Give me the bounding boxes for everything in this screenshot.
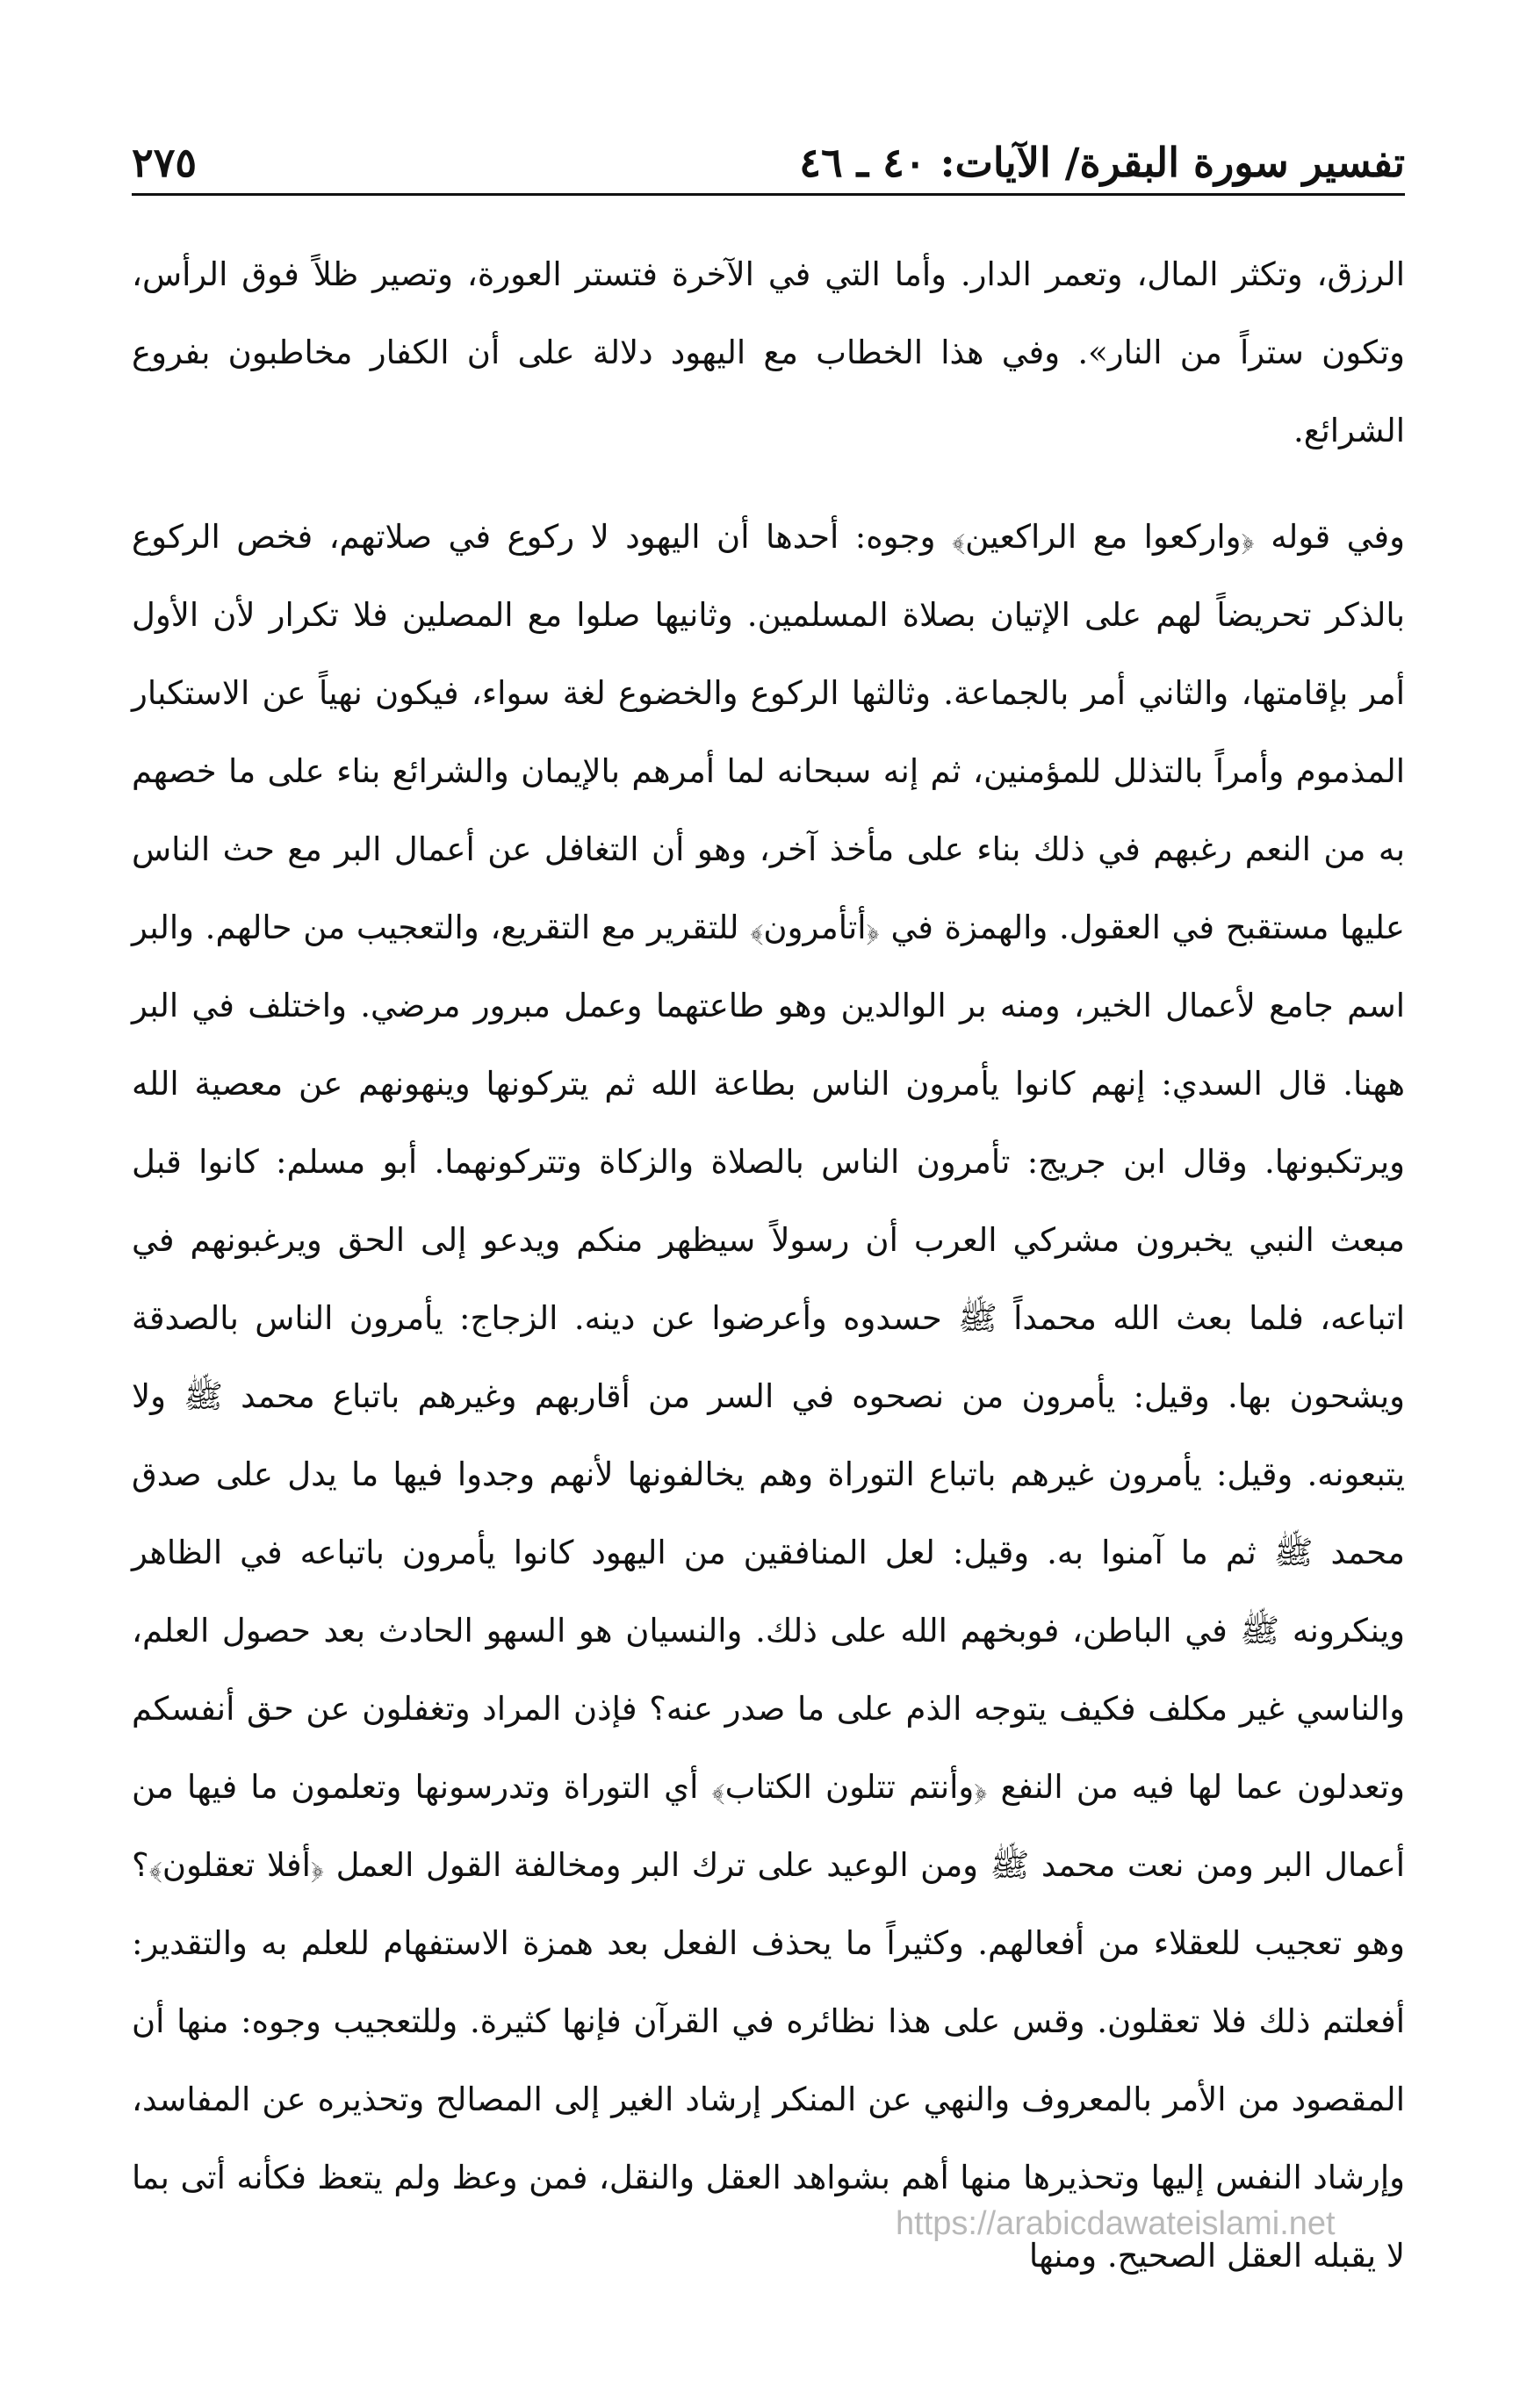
paragraph: وفي قوله ﴿واركعوا مع الراكعين﴾ وجوه: أحدها أن اليهود لا ركوع في صلاتهم، فخص الركوع بالذكر تحريضاً لهم على الإتيان بصلاة المسلمين. وثانيها صلوا مع المصلين فلا تكرار لأن الأول أمر بإقامتها، والثاني أمر بالجماعة. وثالثها الركوع والخضوع لغة سواء، فيكون نهياً عن الاستكبار المذموم وأمراً بالتذلل للمؤمنين، ثم إنه سبحانه لما أمرهم بالإيمان والشرائع بناء على ما خصهم به من النعم رغبهم في ذلك بناء على مأخذ آخر، وهو أن التغافل عن أعمال البر مع حث الناس عليها مستقبح في العقول. والهمزة في ﴿أتأمرون﴾ للتقرير مع التقريع، والتعجيب من حالهم. والبر اسم جامع لأعمال الخير، ومنه بر الوالدين وهو طاعتهما وعمل مبرور مرضي. واختلف في البر ههنا. قال السدي: إنهم كانوا يأمرون الناس بطاعة الله ثم يتركونها وينهونهم عن معصية الله ويرتكبونها. وقال ابن جريج: تأمرون الناس بالصلاة والزكاة وتتركونهما. أبو مسلم: كانوا قبل مبعث النبي يخبرون مشركي العرب أن رسولاً سيظهر منكم ويدعو إلى الحق ويرغبونهم في اتباعه، فلما بعث الله محمداً ﷺ حسدوه وأعرضوا عن دينه. الزجاج: يأمرون الناس بالصدقة ويشحون بها. وقيل: يأمرون من نصحوه في السر من أقاربهم وغيرهم باتباع محمد ﷺ ولا يتبعونه. وقيل: يأمرون غيرهم باتباع التوراة وهم يخالفونها لأنهم وجدوا فيها ما يدل على صدق محمد ﷺ ثم ما آمنوا به. وقيل: لعل المنافقين من اليهود كانوا يأمرون باتباعه في الظاهر وينكرونه ﷺ في الباطن، فوبخهم الله على ذلك. والنسيان هو السهو الحادث بعد حصول العلم، والناسي غير مكلف فكيف يتوجه الذم على ما صدر عنه؟ فإذن المراد وتغفلون عن حق أنفسكم وتعدلون عما لها فيه من النفع ﴿وأنتم تتلون الكتاب﴾ أي التوراة وتدرسونها وتعلمون ما فيها من أعمال البر ومن نعت محمد ﷺ ومن الوعيد على ترك البر ومخالفة القول العمل ﴿أفلا تعقلون﴾؟ وهو تعجيب للعقلاء من أفعالهم. وكثيراً ما يحذف الفعل بعد همزة الاستفهام للعلم به والتقدير: أفعلتم ذلك فلا تعقلون. وقس على هذا نظائره في القرآن فإنها كثيرة. وللتعجيب وجوه: منها أن المقصود من الأمر بالمعروف والنهي عن المنكر إرشاد الغير إلى المصالح وتحذيره عن المفاسد، وإرشاد النفس إليها وتحذيرها منها أهم بشواهد العقل والنقل، فمن وعظ ولم يتعظ فكأنه أتى بما لا يقبله العقل الصحيح. ومنها xyxy=(132,518,1406,2275)
header-rule xyxy=(132,193,1405,196)
page-number: ٢٧٥ xyxy=(132,139,198,186)
paragraph: الرزق، وتكثر المال، وتعمر الدار. وأما التي في الآخرة فتستر العورة، وتصير ظلاً فوق الرأس، وتكون ستراً من النار». وفي هذا الخطاب مع اليهود دلالة على أن الكفار مخاطبون بفروع الشرائع. xyxy=(132,255,1405,449)
page-header xyxy=(132,132,1405,193)
running-title: تفسير سورة البقرة/ الآيات: ٤٠ ـ ٤٦ xyxy=(799,139,1405,186)
watermark-url: https://arabicdawateislami.net xyxy=(896,2205,1336,2242)
